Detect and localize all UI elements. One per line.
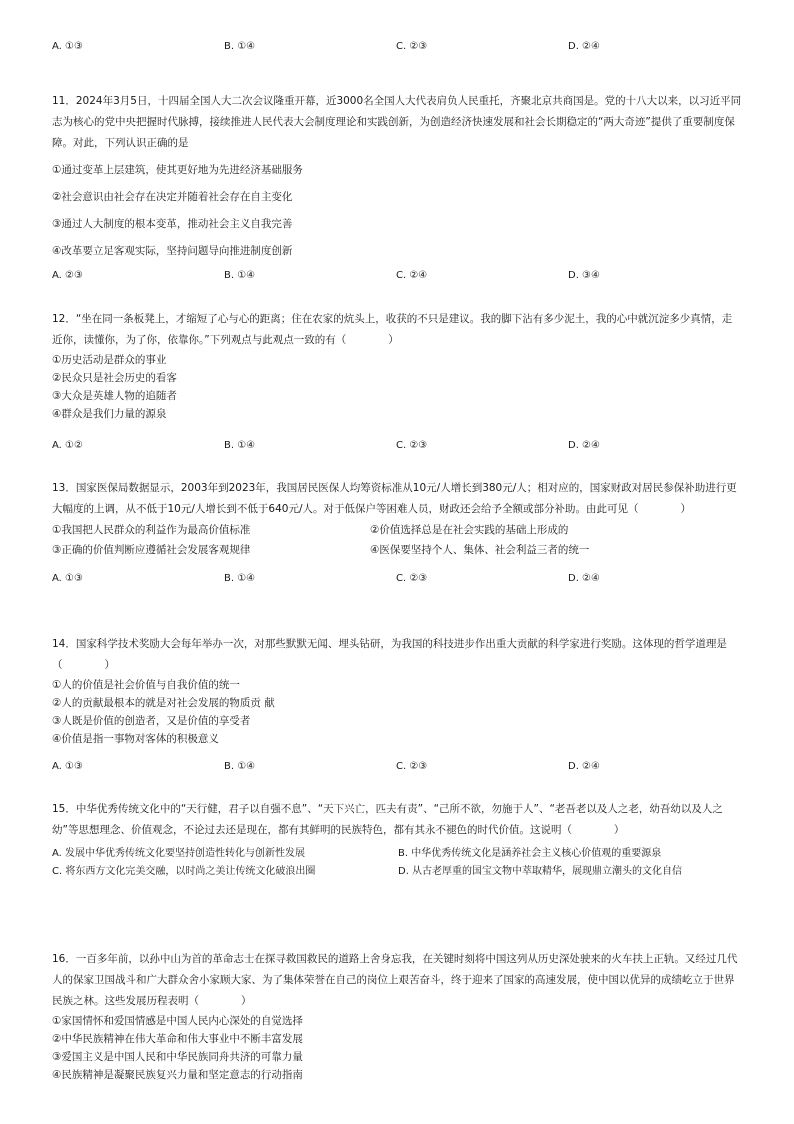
choices: [52, 845, 742, 881]
choice-b[interactable]: B. ①④: [224, 270, 256, 281]
choice-a[interactable]: A. 发展中华优秀传统文化要坚持创造性转化与创新性发展: [52, 848, 306, 859]
choice-b[interactable]: B. 中华优秀传统文化是涵养社会主义核心价值观的重要源泉: [398, 848, 662, 859]
choice-d[interactable]: D. ②④: [568, 573, 600, 584]
statement-1: ①家国情怀和爱国情感是中国人民内心深处的自觉选择: [52, 1015, 303, 1027]
statement-4: ④价值是指一事物对客体的积极意义: [52, 733, 219, 745]
question-stem: 14．国家科学技术奖励大会每年举办一次，对那些默默无闻、埋头钻研，为我国的科技进步作出重大贡献的科学家进行奖励。这体现的哲学道理是（ ）: [52, 638, 727, 671]
choice-c[interactable]: C. ②③: [396, 573, 428, 584]
question-13: [52, 478, 742, 590]
statement-2: ②民众只是社会历史的看客: [52, 372, 177, 384]
choice-d[interactable]: D. ③④: [568, 270, 600, 281]
question-12: [52, 309, 742, 457]
choice-b[interactable]: B. ①④: [224, 41, 256, 52]
choice-a[interactable]: A. ①②: [52, 440, 83, 451]
statement-3: ③通过人大制度的根本变革，推动社会主义自我完善: [52, 218, 293, 230]
choice-a[interactable]: A. ②③: [52, 270, 83, 281]
choice-a[interactable]: A. ①③: [52, 761, 83, 772]
question-16: [52, 949, 742, 1084]
choice-c[interactable]: C. ②③: [396, 761, 428, 772]
choice-d[interactable]: D. ②④: [568, 440, 600, 451]
question-stem: 13．国家医保局数据显示，2003年到2023年，我国居民医保人均筹资标准从10元/人增长到380元/人；相对应的，国家财政对居民参保补助进行更大幅度的上调，从不低于10元/人增长到不低于640元/人。对于低保户等困难人员，财政还会给予全额或部分补助。由此可见（ ）: [52, 482, 737, 515]
statement-4: ④医保要坚持个人、集体、社会利益三者的统一: [370, 544, 590, 556]
statement-3: ③人既是价值的创造者，又是价值的享受者: [52, 715, 251, 727]
question-11: [52, 91, 742, 287]
statement-1: ①人的价值是社会价值与自我价值的统一: [52, 679, 240, 691]
choice-d[interactable]: D. ②④: [568, 761, 600, 772]
choice-b[interactable]: B. ①④: [224, 440, 256, 451]
choice-b[interactable]: B. ①④: [224, 761, 256, 772]
choice-c[interactable]: C. ②③: [396, 41, 428, 52]
choice-b[interactable]: B. ①④: [224, 573, 256, 584]
choice-c[interactable]: C. 将东西方文化完美交融，以时尚之美让传统文化破浪出圈: [52, 866, 316, 877]
question-stem: 16．一百多年前，以孙中山为首的革命志士在探寻救国救民的道路上舍身忘我，在关键时刻将中国这列从历史深处驶来的火车扶上正轨。又经过几代人的保家卫国战斗和广大群众舍小家顾大家、为了集体荣誉在自己的岗位上艰苦奋斗，终于迎来了国家的高速发展，使中国以优异的成绩屹立于世界民族之林。这些发展历程表明（ ）: [52, 953, 738, 1007]
statement-2: ②人的贡献最根本的就是对社会发展的物质贡 献: [52, 697, 275, 709]
question-15: [52, 799, 742, 881]
statements: [52, 520, 742, 560]
statement-2: ②中华民族精神在伟大革命和伟大事业中不断丰富发展: [52, 1033, 303, 1045]
statement-2: ②社会意识由社会存在决定并随着社会存在自主变化: [52, 191, 293, 203]
choice-c[interactable]: C. ②③: [396, 440, 428, 451]
statement-3: ③正确的价值判断应遵循社会发展客观规律: [52, 544, 251, 556]
choice-d[interactable]: D. ②④: [568, 41, 600, 52]
choice-d[interactable]: D. 从古老厚重的国宝文物中萃取精华，展现鼎立潮头的文化自信: [398, 866, 683, 877]
question-10-choices: [52, 36, 742, 58]
choice-c[interactable]: C. ②④: [396, 270, 428, 281]
statement-3: ③大众是英雄人物的追随者: [52, 390, 177, 402]
statement-1: ①历史活动是群众的事业: [52, 354, 167, 366]
question-14: [52, 634, 742, 778]
statement-4: ④群众是我们力量的源泉: [52, 408, 167, 420]
statement-4: ④改革要立足客观实际，坚持问题导向推进制度创新: [52, 245, 293, 257]
statement-3: ③爱国主义是中国人民和中华民族同舟共济的可靠力量: [52, 1051, 303, 1063]
question-stem: 15．中华优秀传统文化中的“天行健，君子以自强不息”、“天下兴亡，匹夫有责”、“己所不欲，勿施于人”、“老吾老以及人之老，幼吾幼以及人之幼”等思想理念、价值观念，不论过去还是现在，都有其鲜明的民族特色，都有其永不褪色的时代价值。这说明（ ）: [52, 803, 723, 836]
choice-a[interactable]: A. ①③: [52, 573, 83, 584]
question-stem: 12．“坐在同一条板凳上，才缩短了心与心的距离；住在农家的炕头上，收获的不只是建议。我的脚下沾有多少泥土，我的心中就沉淀多少真情，走近你，读懂你，为了你，依靠你。”下列观点与此观点一致的有（ ）: [52, 313, 733, 346]
statement-4: ④民族精神是凝聚民族复兴力量和坚定意志的行动指南: [52, 1069, 303, 1081]
statement-1: ①通过变革上层建筑，使其更好地为先进经济基础服务: [52, 164, 303, 176]
statement-1: ①我国把人民群众的利益作为最高价值标准: [52, 524, 251, 536]
statement-2: ②价值选择总是在社会实践的基础上形成的: [370, 524, 569, 536]
question-stem: 11．2024年3月5日，十四届全国人大二次会议隆重开幕，近3000名全国人大代表肩负人民重托，齐聚北京共商国是。党的十八大以来，以习近平同志为核心的党中央把握时代脉搏，接续推进人民代表大会制度理论和实践创新，为创造经济快速发展和社会长期稳定的“两大奇迹”提供了重要制度保障。对此，下列认识正确的是: [52, 95, 742, 149]
choice-a[interactable]: A. ①③: [52, 41, 83, 52]
